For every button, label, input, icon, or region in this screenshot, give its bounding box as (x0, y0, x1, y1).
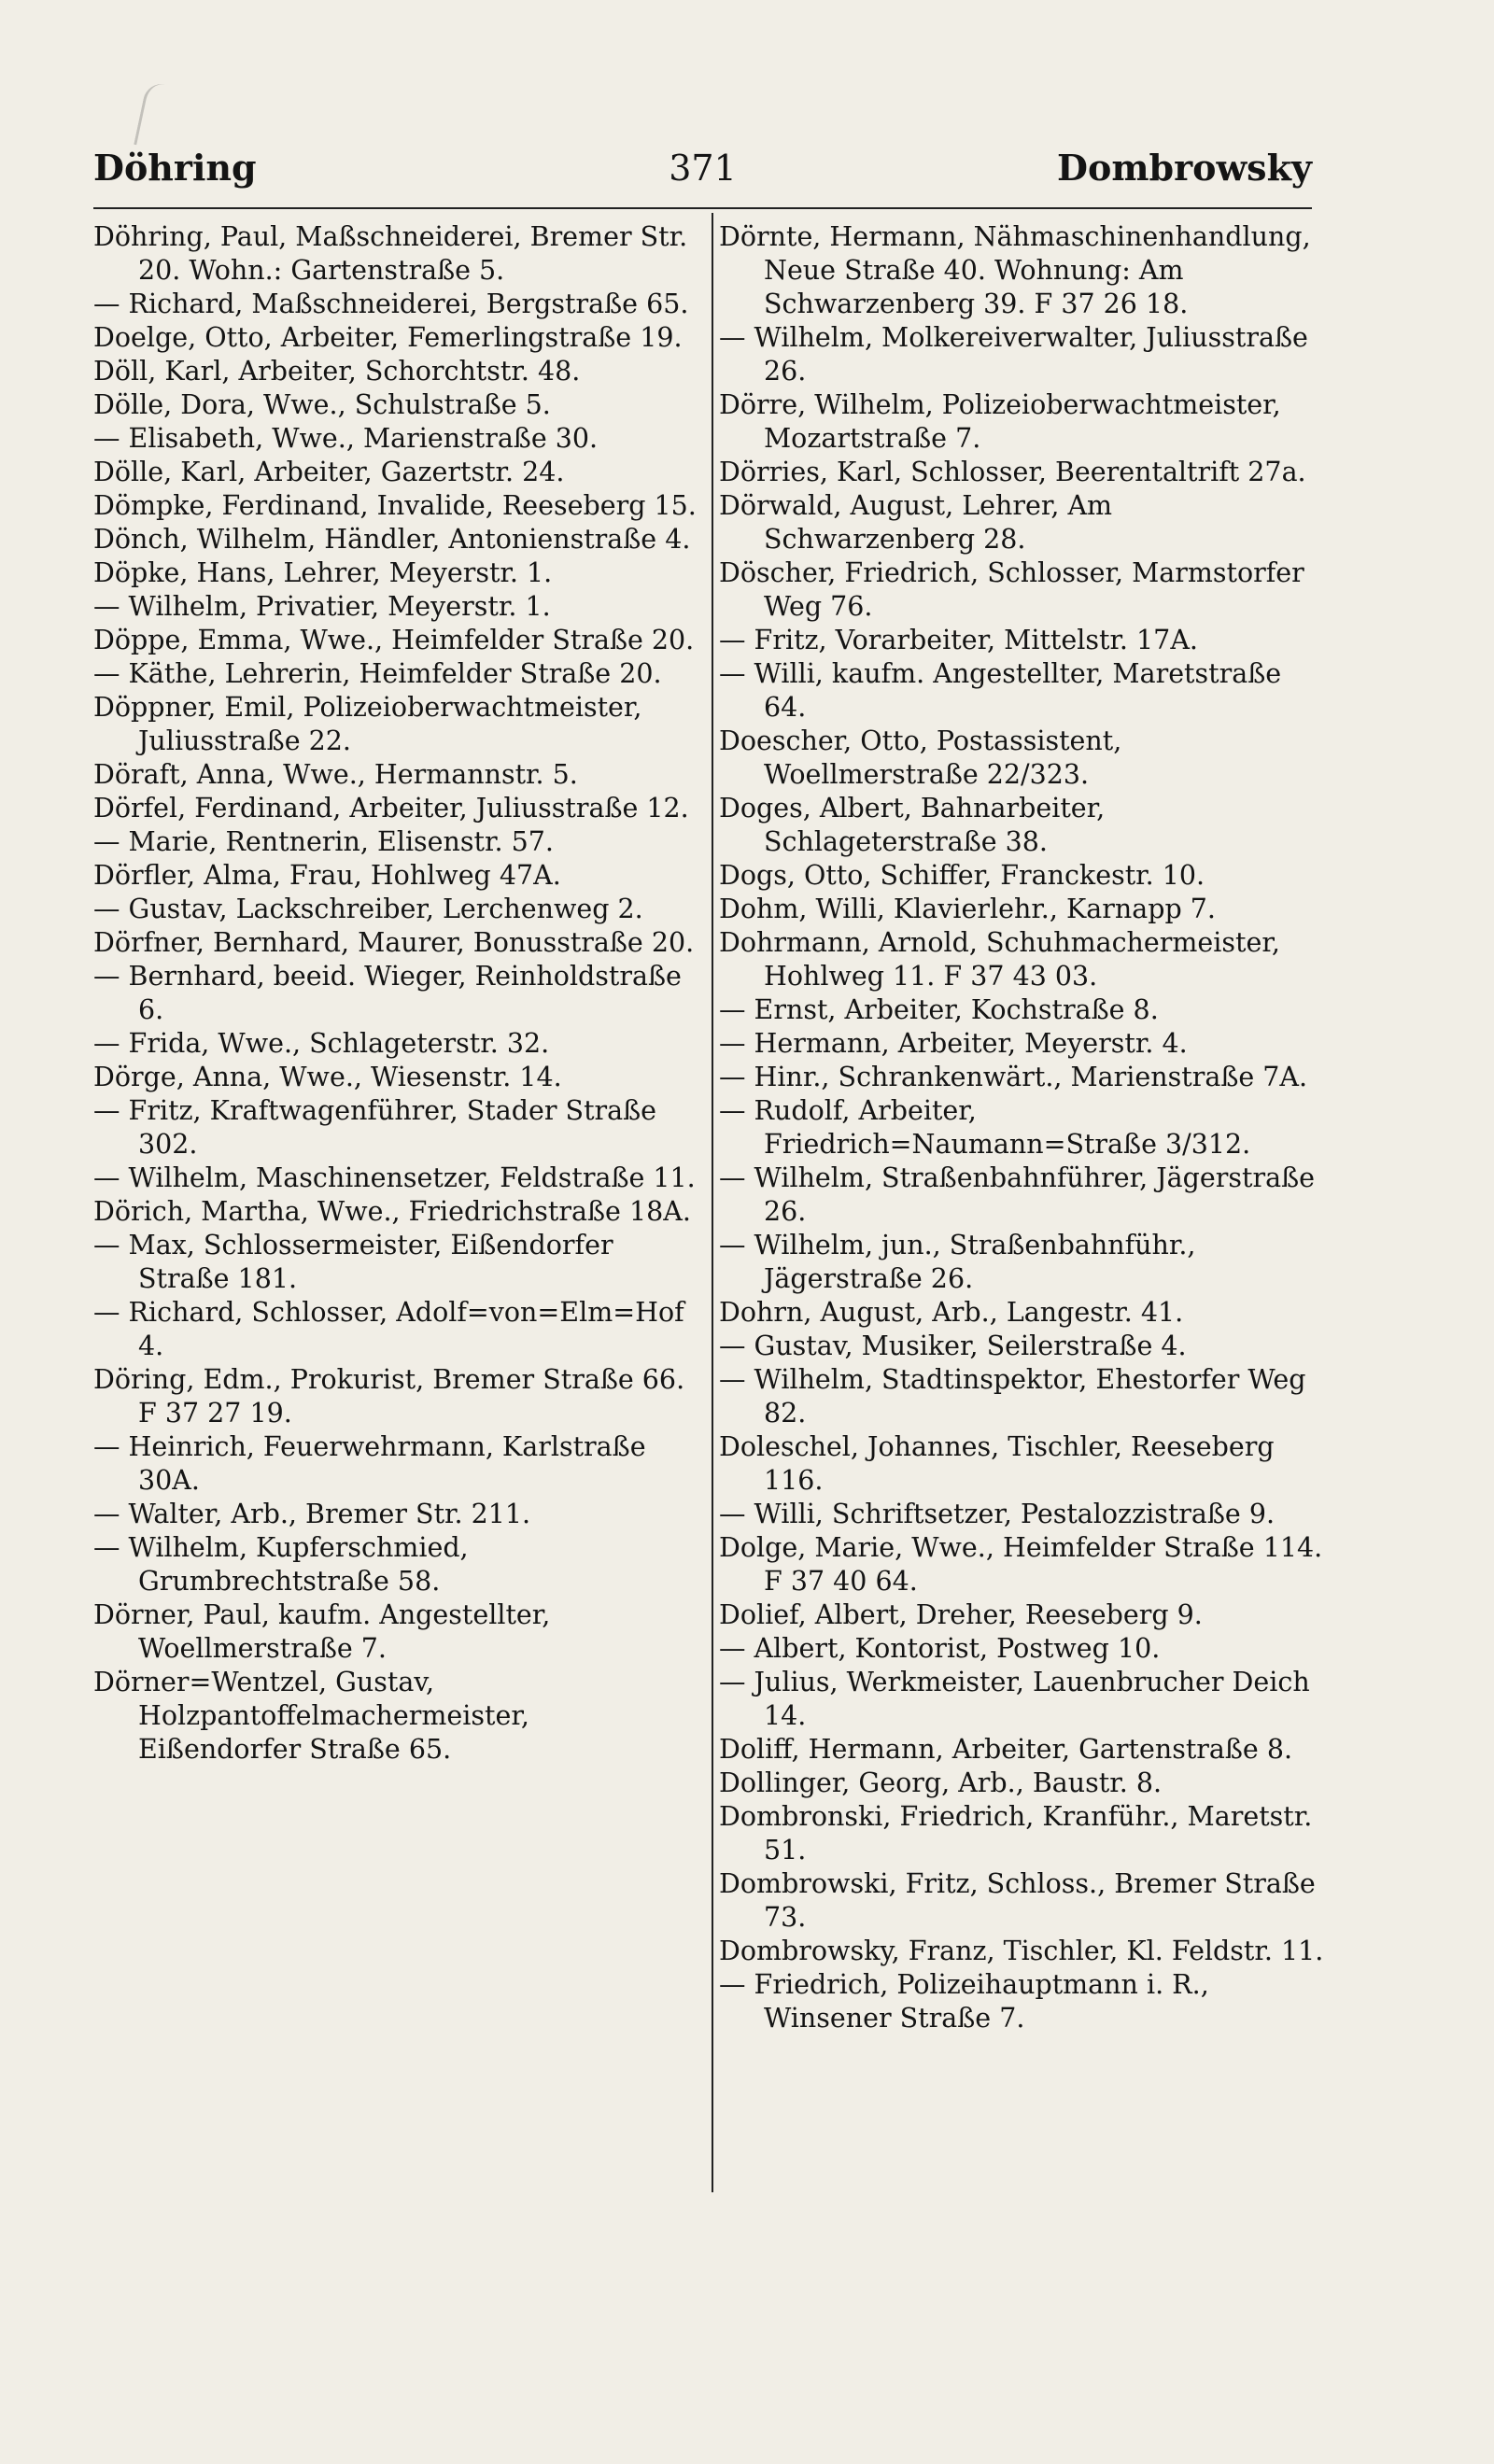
directory-entry: — Marie, Rentnerin, Elisenstr. 57. (93, 826, 554, 857)
page-header (93, 140, 1312, 196)
directory-entry: Dölle, Karl, Arbeiter, Gazertstr. 24. (93, 457, 565, 487)
directory-entry: — Julius, Werkmeister, Lauenbrucher Deich 14. (719, 1667, 1310, 1731)
directory-entry: Dombrowsky, Franz, Tischler, Kl. Feldstr. 11. (719, 1936, 1324, 1966)
directory-entry: Döppner, Emil, Polizeioberwachtmeister, Juliusstraße 22. (93, 692, 642, 756)
directory-entry: Dörfel, Ferdinand, Arbeiter, Juliusstraße 12. (93, 793, 689, 824)
column-divider (712, 213, 713, 2192)
directory-entry: Döll, Karl, Arbeiter, Schorchtstr. 48. (93, 356, 581, 387)
directory-entry: — Richard, Schlosser, Adolf=von=Elm=Hof 4. (93, 1297, 684, 1361)
page-number: 371 (669, 148, 737, 189)
directory-entry: Döpke, Hans, Lehrer, Meyerstr. 1. (93, 557, 553, 588)
header-left-catchword: Döhring (93, 147, 257, 189)
directory-entry: — Heinrich, Feuerwehrmann, Karlstraße 30A. (93, 1431, 646, 1496)
directory-entry: — Gustav, Lackschreiber, Lerchenweg 2. (93, 894, 643, 924)
directory-entry: — Max, Schlossermeister, Eißendorfer Straße 181. (93, 1230, 613, 1294)
directory-entry: — Willi, kaufm. Angestellter, Maretstraße 64. (719, 658, 1282, 723)
directory-entry: Döscher, Friedrich, Schlosser, Marmstorfer Weg 76. (719, 557, 1304, 622)
directory-entry: Dörfler, Alma, Frau, Hohlweg 47A. (93, 860, 561, 891)
directory-entry: — Hinr., Schrankenwärt., Marienstraße 7A. (719, 1062, 1308, 1092)
directory-entry: Dogs, Otto, Schiffer, Franckestr. 10. (719, 860, 1205, 891)
directory-entry: Doges, Albert, Bahnarbeiter, Schlageterstraße 38. (719, 793, 1106, 857)
directory-entry: — Elisabeth, Wwe., Marienstraße 30. (93, 423, 599, 454)
directory-entry: Dörner, Paul, kaufm. Angestellter, Woellmerstraße 7. (93, 1599, 551, 1664)
directory-entry: — Bernhard, beeid. Wieger, Reinholdstraße 6. (93, 961, 682, 1025)
right-column (719, 220, 1326, 2035)
directory-entry: — Wilhelm, Molkereiverwalter, Juliusstraße 26. (719, 322, 1308, 387)
directory-entry: — Friedrich, Polizeihauptmann i. R., Winsener Straße 7. (719, 1969, 1209, 2034)
directory-entry: Dörries, Karl, Schlosser, Beerentaltrift 27a. (719, 457, 1306, 487)
directory-entry: — Wilhelm, Stadtinspektor, Ehestorfer Weg 82. (719, 1364, 1306, 1429)
directory-entry: Dömpke, Ferdinand, Invalide, Reeseberg 15. (93, 490, 697, 521)
directory-entry: — Walter, Arb., Bremer Str. 211. (93, 1499, 531, 1529)
directory-entry: — Ernst, Arbeiter, Kochstraße 8. (719, 994, 1159, 1025)
directory-entry: Dölle, Dora, Wwe., Schulstraße 5. (93, 389, 551, 420)
directory-entry: — Frida, Wwe., Schlageterstr. 32. (93, 1028, 550, 1059)
directory-entry: Dolge, Marie, Wwe., Heimfelder Straße 114. F 37 40 64. (719, 1532, 1323, 1597)
directory-entry: Dörfner, Bernhard, Maurer, Bonusstraße 20. (93, 927, 695, 958)
directory-entry: Dombronski, Friedrich, Kranführ., Maretstr. 51. (719, 1801, 1313, 1866)
directory-entry: Doescher, Otto, Postassistent, Woellmerstraße 22/323. (719, 725, 1122, 790)
header-right-catchword: Dombrowsky (1057, 147, 1312, 189)
directory-entry: — Rudolf, Arbeiter, Friedrich=Naumann=Straße 3/312. (719, 1095, 1251, 1160)
directory-entry: Doelge, Otto, Arbeiter, Femerlingstraße 19. (93, 322, 683, 353)
left-column (93, 220, 700, 1767)
directory-entry: — Richard, Maßschneiderei, Bergstraße 65. (93, 289, 689, 319)
directory-entry: Döhring, Paul, Maßschneiderei, Bremer Str. 20. Wohn.: Gartenstraße 5. (93, 221, 688, 286)
directory-entry: Dörge, Anna, Wwe., Wiesenstr. 14. (93, 1062, 562, 1092)
directory-entry: — Wilhelm, Privatier, Meyerstr. 1. (93, 591, 551, 622)
directory-entry: — Albert, Kontorist, Postweg 10. (719, 1633, 1161, 1664)
directory-entry: Doleschel, Johannes, Tischler, Reeseberg 116. (719, 1431, 1275, 1496)
directory-entry: Dörich, Martha, Wwe., Friedrichstraße 18A. (93, 1196, 691, 1227)
directory-entry: Dohrmann, Arnold, Schuhmachermeister, Hohlweg 11. F 37 43 03. (719, 927, 1280, 992)
directory-entry: — Käthe, Lehrerin, Heimfelder Straße 20. (93, 658, 662, 689)
directory-entry: — Wilhelm, Straßenbahnführer, Jägerstraße 26. (719, 1162, 1315, 1227)
directory-entry: Dombrowski, Fritz, Schloss., Bremer Straße 73. (719, 1868, 1316, 1933)
directory-entry: Dohm, Willi, Klavierlehr., Karnapp 7. (719, 894, 1216, 924)
directory-entry: Dörwald, August, Lehrer, Am Schwarzenberg 28. (719, 490, 1113, 555)
directory-entry: Dohrn, August, Arb., Langestr. 41. (719, 1297, 1184, 1328)
directory-entry: — Gustav, Musiker, Seilerstraße 4. (719, 1331, 1187, 1361)
directory-entry: Döring, Edm., Prokurist, Bremer Straße 66. F 37 27 19. (93, 1364, 685, 1429)
directory-entry: — Willi, Schriftsetzer, Pestalozzistraße 9. (719, 1499, 1276, 1529)
directory-entry: Doliff, Hermann, Arbeiter, Gartenstraße 8. (719, 1734, 1293, 1765)
directory-entry: Dörner=Wentzel, Gustav, Holzpantoffelmachermeister, Eißendorfer Straße 65. (93, 1667, 529, 1765)
directory-entry: Dönch, Wilhelm, Händler, Antonienstraße 4. (93, 524, 691, 555)
directory-entry: — Wilhelm, Kupferschmied, Grumbrechtstraße 58. (93, 1532, 469, 1597)
directory-entry: Dolief, Albert, Dreher, Reeseberg 9. (719, 1599, 1203, 1630)
header-rule (93, 207, 1312, 209)
directory-entry: — Hermann, Arbeiter, Meyerstr. 4. (719, 1028, 1188, 1059)
directory-entry: Döppe, Emma, Wwe., Heimfelder Straße 20. (93, 625, 695, 655)
directory-entry: Dörre, Wilhelm, Polizeioberwachtmeister, Mozartstraße 7. (719, 389, 1281, 454)
directory-entry: — Wilhelm, jun., Straßenbahnführ., Jägerstraße 26. (719, 1230, 1196, 1294)
directory-entry: Döraft, Anna, Wwe., Hermannstr. 5. (93, 759, 578, 790)
directory-entry: Dörnte, Hermann, Nähmaschinenhandlung, Neue Straße 40. Wohnung: Am Schwarzenberg 39. F 37 26 18. (719, 221, 1311, 319)
directory-entry: — Fritz, Kraftwagenführer, Stader Straße 302. (93, 1095, 657, 1160)
directory-entry: — Wilhelm, Maschinensetzer, Feldstraße 11. (93, 1162, 696, 1193)
directory-entry: — Fritz, Vorarbeiter, Mittelstr. 17A. (719, 625, 1198, 655)
directory-entry: Dollinger, Georg, Arb., Baustr. 8. (719, 1767, 1163, 1798)
